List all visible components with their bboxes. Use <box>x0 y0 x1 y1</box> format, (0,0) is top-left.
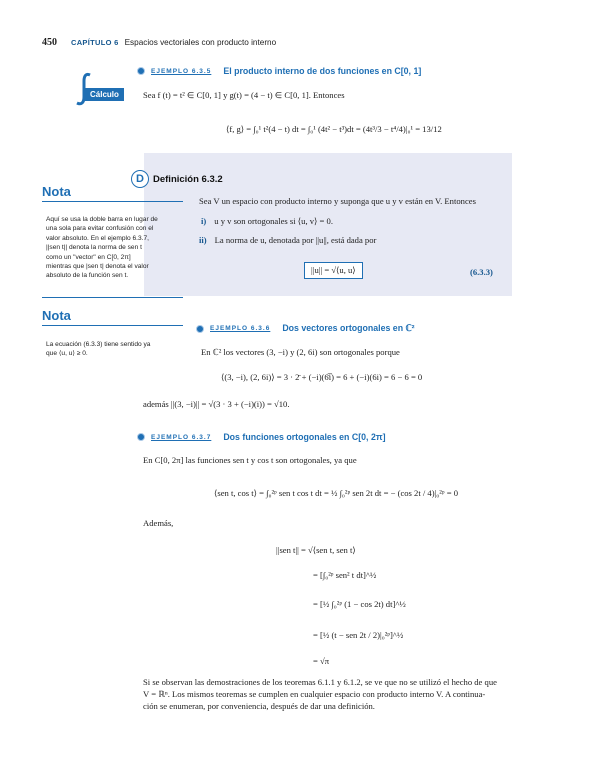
norm-derivation-line-3: = [½ ∫₀²ᵖ (1 − cos 2t) dt]^½ <box>313 599 406 609</box>
definition-title: Definición 6.3.2 <box>153 173 223 185</box>
nota-line: Aquí se usa la doble barra en lugar de <box>46 216 158 223</box>
item-text: u y v son ortogonales si ⟨u, v⟩ = 0. <box>214 216 333 226</box>
definition-item-i <box>201 215 333 227</box>
nota-2-title: Nota <box>42 308 71 323</box>
norm-formula-box <box>304 262 363 279</box>
nota-1-rule <box>42 201 183 202</box>
paragraph-line: ción se enumeran, por conveniencia, después de dar una definición. <box>143 701 375 711</box>
nota-line: ||sen t|| denota la norma de sen t <box>46 244 142 252</box>
example-6-3-7-header <box>137 432 386 442</box>
nota-line: mientras que |sen t| denota el valor <box>46 263 149 271</box>
example-6-3-6-text: En ℂ² los vectores (3, −i) y (2, 6i) son ortogonales porque <box>201 347 400 357</box>
page-number: 450 <box>42 37 57 48</box>
example-6-3-5-text: Sea f (t) = t² ∈ C[0, 1] y g(t) = (4 − t) ∈ C[0, 1]. Entonces <box>143 90 345 100</box>
calculus-badge <box>74 74 152 104</box>
example-title: El producto interno de dos funciones en C[0, 1] <box>223 66 422 76</box>
norm-derivation-line-1: ||sen t|| = √⟨sen t, sen t⟩ <box>276 545 356 555</box>
page-header <box>42 37 276 48</box>
example-6-3-7-text: En C[0, 2π] las funciones sen t y cos t son ortogonales, ya que <box>143 455 357 465</box>
example-6-3-7-equation: ⟨sen t, cos t⟩ = ∫₀²ᵖ sen t cos t dt = ½ ∫₀²ᵖ sen 2t dt = − (cos 2t / 4)|₀²ᵖ = 0 <box>214 488 458 498</box>
item-text: La norma de u, denotada por ||u||, está dada por <box>214 235 377 245</box>
example-6-3-6-extra: además ||(3, −i)|| = √(3 · 3 + (−i)(i)) = √10. <box>143 399 290 409</box>
item-number: ii) <box>199 235 207 245</box>
chapter-label: CAPÍTULO 6 <box>71 38 119 47</box>
example-6-3-5-header <box>137 66 421 76</box>
nota-1-body <box>46 215 186 281</box>
definition-letter: D <box>131 170 149 188</box>
chapter-title: Espacios vectoriales con producto interno <box>124 38 277 47</box>
example-bullet-icon <box>137 433 145 441</box>
closing-paragraph <box>143 676 515 712</box>
norm-formula: ||u|| = √⟨u, u⟩ <box>311 265 356 275</box>
nota-line: La ecuación (6.3.3) tiene sentido ya <box>46 341 151 348</box>
example-6-3-6-header <box>196 323 415 334</box>
example-title: Dos funciones ortogonales en C[0, 2π] <box>223 432 386 442</box>
nota-2-rule <box>42 325 183 326</box>
calculus-label: Cálculo <box>85 88 124 101</box>
example-bullet-icon <box>196 325 204 333</box>
nota-line: absoluto de la función sen t. <box>46 272 129 280</box>
nota-line: que ⟨u, u⟩ ≥ 0. <box>46 350 88 358</box>
example-6-3-6-equation: ⟨(3, −i), (2, 6i)⟩ = 3 · 2̄ + (−i)(6̄i̅) = 6 + (−i)(6i) = 6 − 6 = 0 <box>221 372 423 382</box>
item-number: i) <box>201 216 207 226</box>
nota-line: valor absoluto. En el ejemplo 6.3.7, <box>46 234 149 242</box>
definition-item-ii <box>199 234 376 246</box>
definition-header <box>131 170 223 188</box>
example-6-3-7-ademas: Además, <box>143 518 174 528</box>
example-label: EJEMPLO 6.3.5 <box>151 67 212 75</box>
paragraph-line: Si se observan las demostraciones de los teoremas 6.1.1 y 6.1.2, se ve que no se utilizó el hecho de que <box>143 677 497 687</box>
nota-2-body <box>46 340 186 359</box>
nota-line: como un "vector" en C[0, 2π] <box>46 253 131 261</box>
example-6-3-5-equation: ⟨f, g⟩ = ∫₀¹ t²(4 − t) dt = ∫₀¹ (4t² − t³)dt = (4t³/3 − t⁴/4)|₀¹ = 13/12 <box>226 124 442 134</box>
example-title: Dos vectores ortogonales en ℂ² <box>282 323 415 333</box>
paragraph-line: V = ℝⁿ. Los mismos teoremas se cumplen en cualquier espacio con producto interno V. A continua- <box>143 689 486 699</box>
definition-intro: Sea V un espacio con producto interno y suponga que u y v están en V. Entonces <box>199 196 476 206</box>
example-bullet-icon <box>137 67 145 75</box>
nota-line: una sola para evitar confusión con el <box>46 225 154 233</box>
nota-1-bottom-rule <box>42 297 183 298</box>
example-label: EJEMPLO 6.3.7 <box>151 433 212 441</box>
norm-derivation-line-4: = [½ (t − sen 2t / 2)|₀²ᵖ]^½ <box>313 630 404 640</box>
nota-1-title: Nota <box>42 184 71 199</box>
example-label: EJEMPLO 6.3.6 <box>210 325 271 332</box>
formula-number: (6.3.3) <box>470 267 493 277</box>
norm-derivation-line-2: = [∫₀²ᵖ sen² t dt]^½ <box>313 570 377 580</box>
norm-derivation-line-5: = √π <box>313 656 330 666</box>
